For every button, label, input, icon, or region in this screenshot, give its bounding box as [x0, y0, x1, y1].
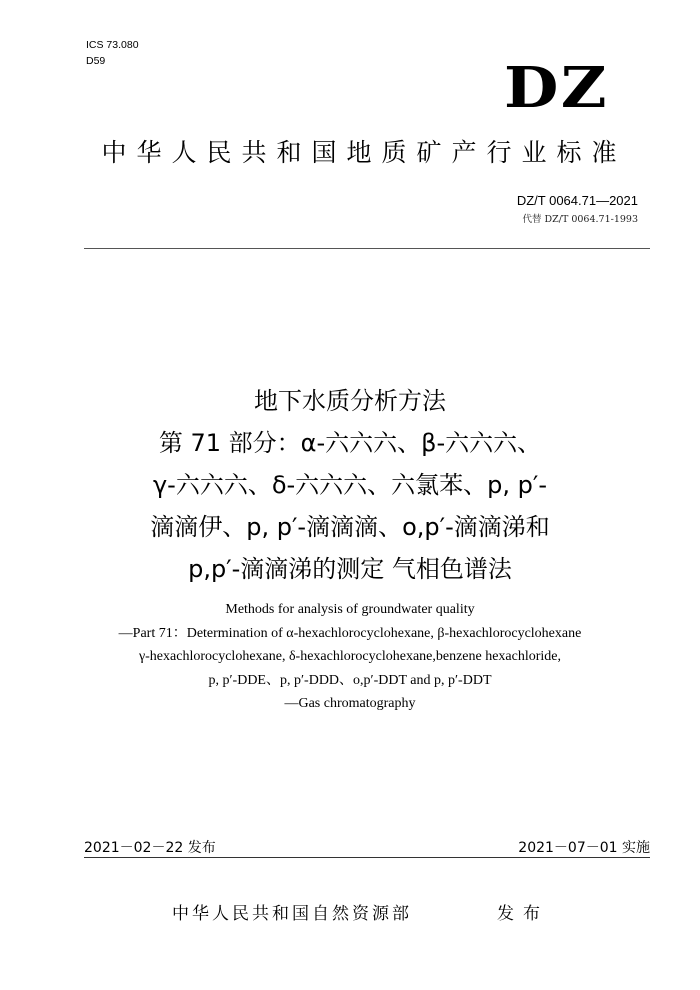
english-title-line: —Part 71：Determination of α-hexachlorocyclohexane, β-hexachlorocyclohexane [118, 625, 582, 641]
english-title-line: p, p′-DDE、p, p′-DDD、o,p′-DDT and p, p′-DDT [208, 672, 492, 688]
english-title-line: Methods for analysis of groundwater quality [225, 602, 475, 617]
implementation-date: 2021－07－01 实施 [518, 840, 650, 856]
issuing-authority: 中华人民共和国自然资源部 [172, 904, 412, 924]
english-title-line: —Gas chromatography [284, 696, 416, 711]
classification-codes [86, 37, 139, 69]
standard-category-title: 中华人民共和国地质矿产行业标准 [101, 138, 627, 167]
header-divider [84, 248, 650, 249]
replaces-note: 代替 DZ/T 0064.71-1993 [522, 214, 638, 225]
standard-code: DZ/T 0064.71—2021 [516, 193, 638, 208]
english-title [30, 598, 670, 716]
issue-label: 发布 [497, 904, 549, 924]
chinese-title-line: p,p′-滴滴涕的测定 气相色谱法 [188, 555, 512, 583]
chinese-title-line: 地下水质分析方法 [254, 387, 446, 415]
chinese-title-line: 第 71 部分：α-六六六、β-六六六、 [158, 429, 542, 457]
english-title-line: γ-hexachlorocyclohexane, δ-hexachlorocyclohexane,benzene hexachloride, [138, 649, 562, 664]
ics-code: ICS 73.080 [86, 39, 139, 51]
dz-logo: DZ [504, 55, 609, 121]
chinese-title-line: γ-六六六、δ-六六六、六氯苯、p, p′- [152, 471, 548, 499]
footer-divider [84, 857, 650, 858]
chinese-title-line: 滴滴伊、p, p′-滴滴滴、o,p′-滴滴涕和 [150, 513, 550, 541]
chinese-title [40, 380, 660, 590]
issue-date: 2021－02－22 发布 [84, 840, 216, 856]
ccs-code: D59 [86, 55, 106, 67]
